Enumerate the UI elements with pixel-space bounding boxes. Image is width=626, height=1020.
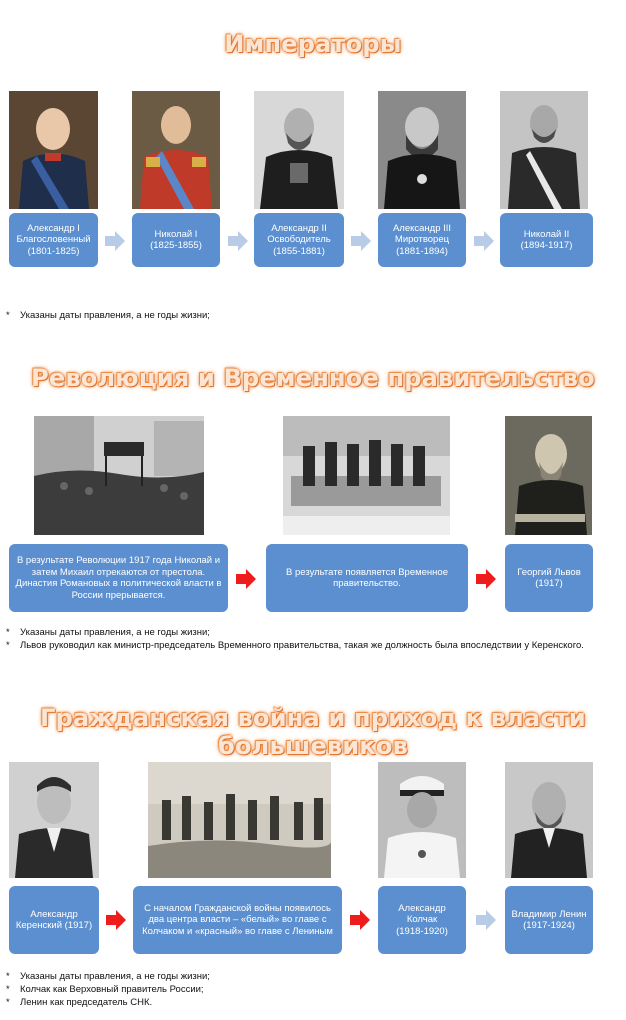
section-title-revolution: Революция и Временное правительство <box>31 364 595 392</box>
emperor-box-nicholas-ii: Николай II (1894-1917) <box>500 213 593 267</box>
portrait-georgy-lvov <box>505 416 592 535</box>
arrow-right-icon <box>228 231 248 251</box>
revolution-box: В результате Революции 1917 года Николай и затем Михаил отрекаются от престола. Династия Романовых в политической власти в России прерывается. <box>9 544 228 612</box>
portrait-alexander-ii <box>254 91 344 209</box>
revolution-crowd-photo <box>34 416 204 535</box>
kerensky-box: Александр Керенский (1917) <box>9 886 99 954</box>
notes-civil-war <box>6 970 596 1009</box>
arrow-right-icon <box>236 569 256 589</box>
arrow-right-icon <box>476 910 496 930</box>
arrow-right-icon <box>105 231 125 251</box>
emperor-box-alexander-ii: Александр II Освободитель (1855-1881) <box>254 213 344 267</box>
emperor-box-alexander-i: Александр I Благословенный (1801-1825) <box>9 213 98 267</box>
portrait-nicholas-i <box>132 91 220 209</box>
lenin-box: Владимир Ленин (1917-1924) <box>505 886 593 954</box>
section-title-emperors: Императоры <box>224 30 402 58</box>
arrow-right-icon <box>106 910 126 930</box>
arrow-right-icon <box>351 231 371 251</box>
note: * Указаны даты правления, а не годы жизни; <box>6 309 606 322</box>
note: * Львов руководил как министр-председатель Временного правительства, такая же должность была впоследствии у Керенского. <box>6 639 596 652</box>
note: * Ленин как председатель СНК. <box>6 996 596 1009</box>
emperor-box-alexander-iii: Александр III Миротворец (1881-1894) <box>378 213 466 267</box>
emperor-box-nicholas-i: Николай I (1825-1855) <box>132 213 220 267</box>
kolchak-box: Александр Колчак (1918-1920) <box>378 886 466 954</box>
notes-emperors <box>6 309 606 322</box>
arrow-right-icon <box>476 569 496 589</box>
portrait-lenin <box>505 762 593 878</box>
lvov-box: Георгий Львов (1917) <box>505 544 593 612</box>
portrait-kerensky <box>9 762 99 878</box>
portrait-nicholas-ii <box>500 91 588 209</box>
section-title-civil-war: Гражданская война и приход к власти большевиков <box>40 704 586 760</box>
arrow-right-icon <box>350 910 370 930</box>
portrait-alexander-iii <box>378 91 466 209</box>
provisional-government-photo <box>283 416 450 535</box>
notes-revolution <box>6 626 596 652</box>
note: * Указаны даты правления, а не годы жизни; <box>6 970 596 983</box>
civil-war-box: С началом Гражданской войны появилось два центра власти – «белый» во главе с Колчаком и «красный» во главе с Лениным <box>133 886 342 954</box>
civil-war-soldiers-photo <box>148 762 331 878</box>
portrait-kolchak <box>378 762 466 878</box>
arrow-right-icon <box>474 231 494 251</box>
portrait-alexander-i <box>9 91 98 209</box>
note: * Указаны даты правления, а не годы жизни; <box>6 626 596 639</box>
note: * Колчак как Верховный правитель России; <box>6 983 596 996</box>
provisional-government-box: В результате появляется Временное правительство. <box>266 544 468 612</box>
